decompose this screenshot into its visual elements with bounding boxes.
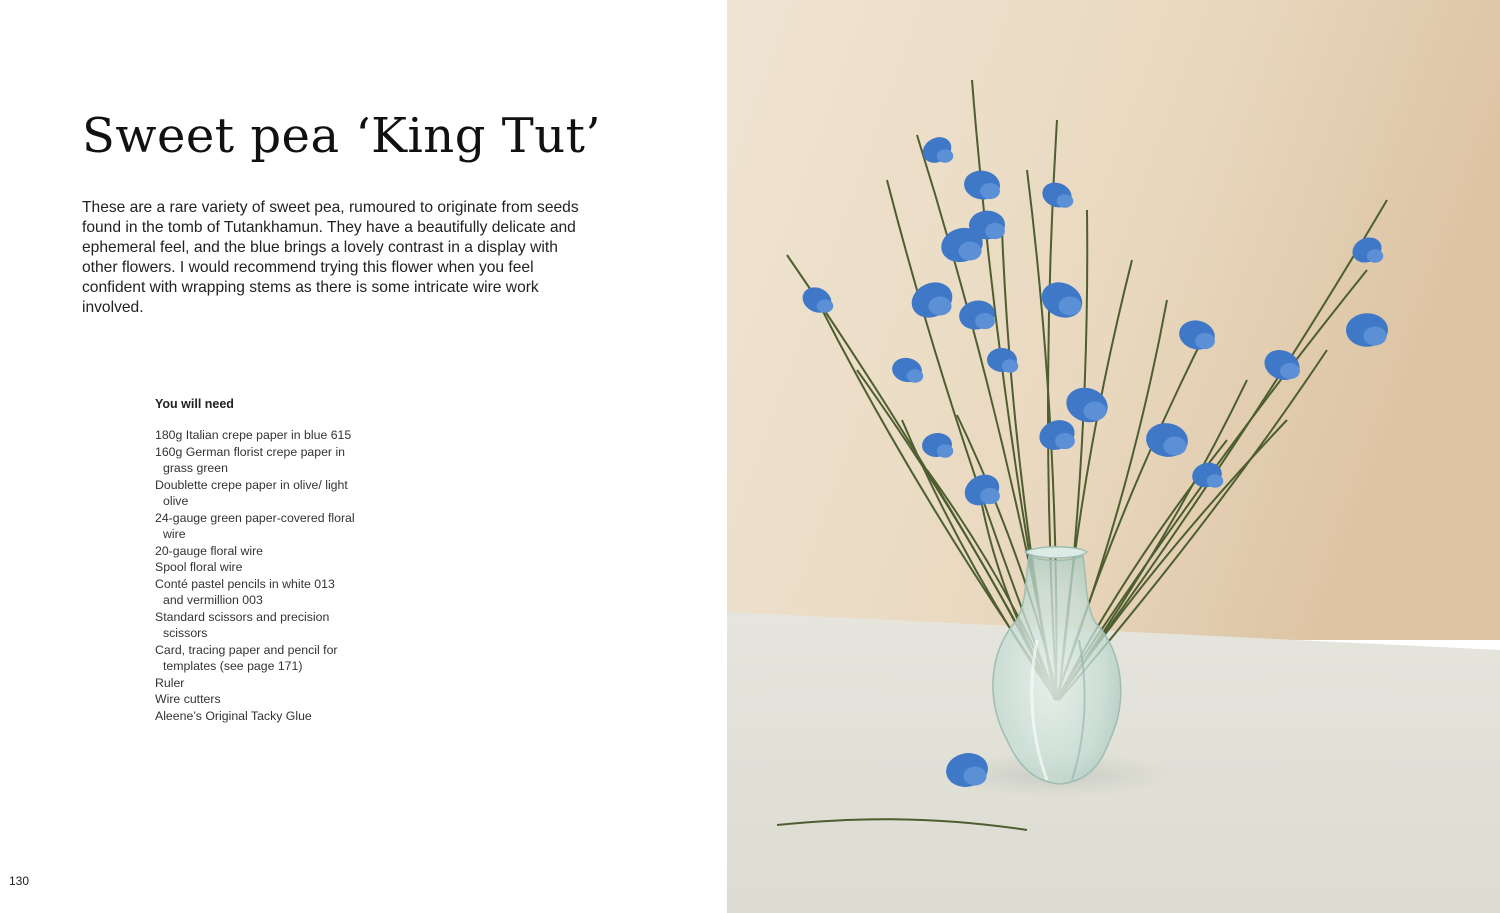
material-item: 180g Italian crepe paper in blue 615 xyxy=(155,428,352,442)
materials-list xyxy=(155,427,355,724)
flower-arrangement-image xyxy=(727,0,1500,913)
material-item: Wire cutters xyxy=(155,692,221,706)
material-item: Spool floral wire xyxy=(155,560,243,574)
material-item: Standard scissors and precision scissors xyxy=(155,609,330,640)
intro-paragraph: These are a rare variety of sweet pea, rumoured to originate from seeds found in the tomb of Tutankhamun. They have a beautifully delicate and ephemeral feel, and the blue brings a lovely contrast in a display with other flowers. I would recommend trying this flower when you feel confident with wrapping stems as there is some intricate wire work involved. xyxy=(82,199,579,316)
material-item: 24-gauge green paper-covered floral wire xyxy=(155,510,355,541)
wall-background xyxy=(727,0,1500,640)
material-item: Ruler xyxy=(155,675,185,690)
material-item: Doublette crepe paper in olive/ light olive xyxy=(155,477,348,508)
page-title: Sweet pea ‘King Tut’ xyxy=(82,108,602,164)
page-number: 130 xyxy=(9,874,30,888)
material-item: Card, tracing paper and pencil for templates (see page 171) xyxy=(155,642,338,673)
material-item: Conté pastel pencils in white 013 and vermillion 003 xyxy=(155,576,335,607)
materials-heading: You will need xyxy=(155,397,234,411)
materials-section xyxy=(155,397,355,724)
material-item: Aleene’s Original Tacky Glue xyxy=(155,708,312,723)
left-page xyxy=(0,0,727,913)
sweet-pea-photo xyxy=(727,0,1500,913)
material-item: 20-gauge floral wire xyxy=(155,543,264,558)
material-item: 160g German florist crepe paper in grass green xyxy=(155,444,346,475)
